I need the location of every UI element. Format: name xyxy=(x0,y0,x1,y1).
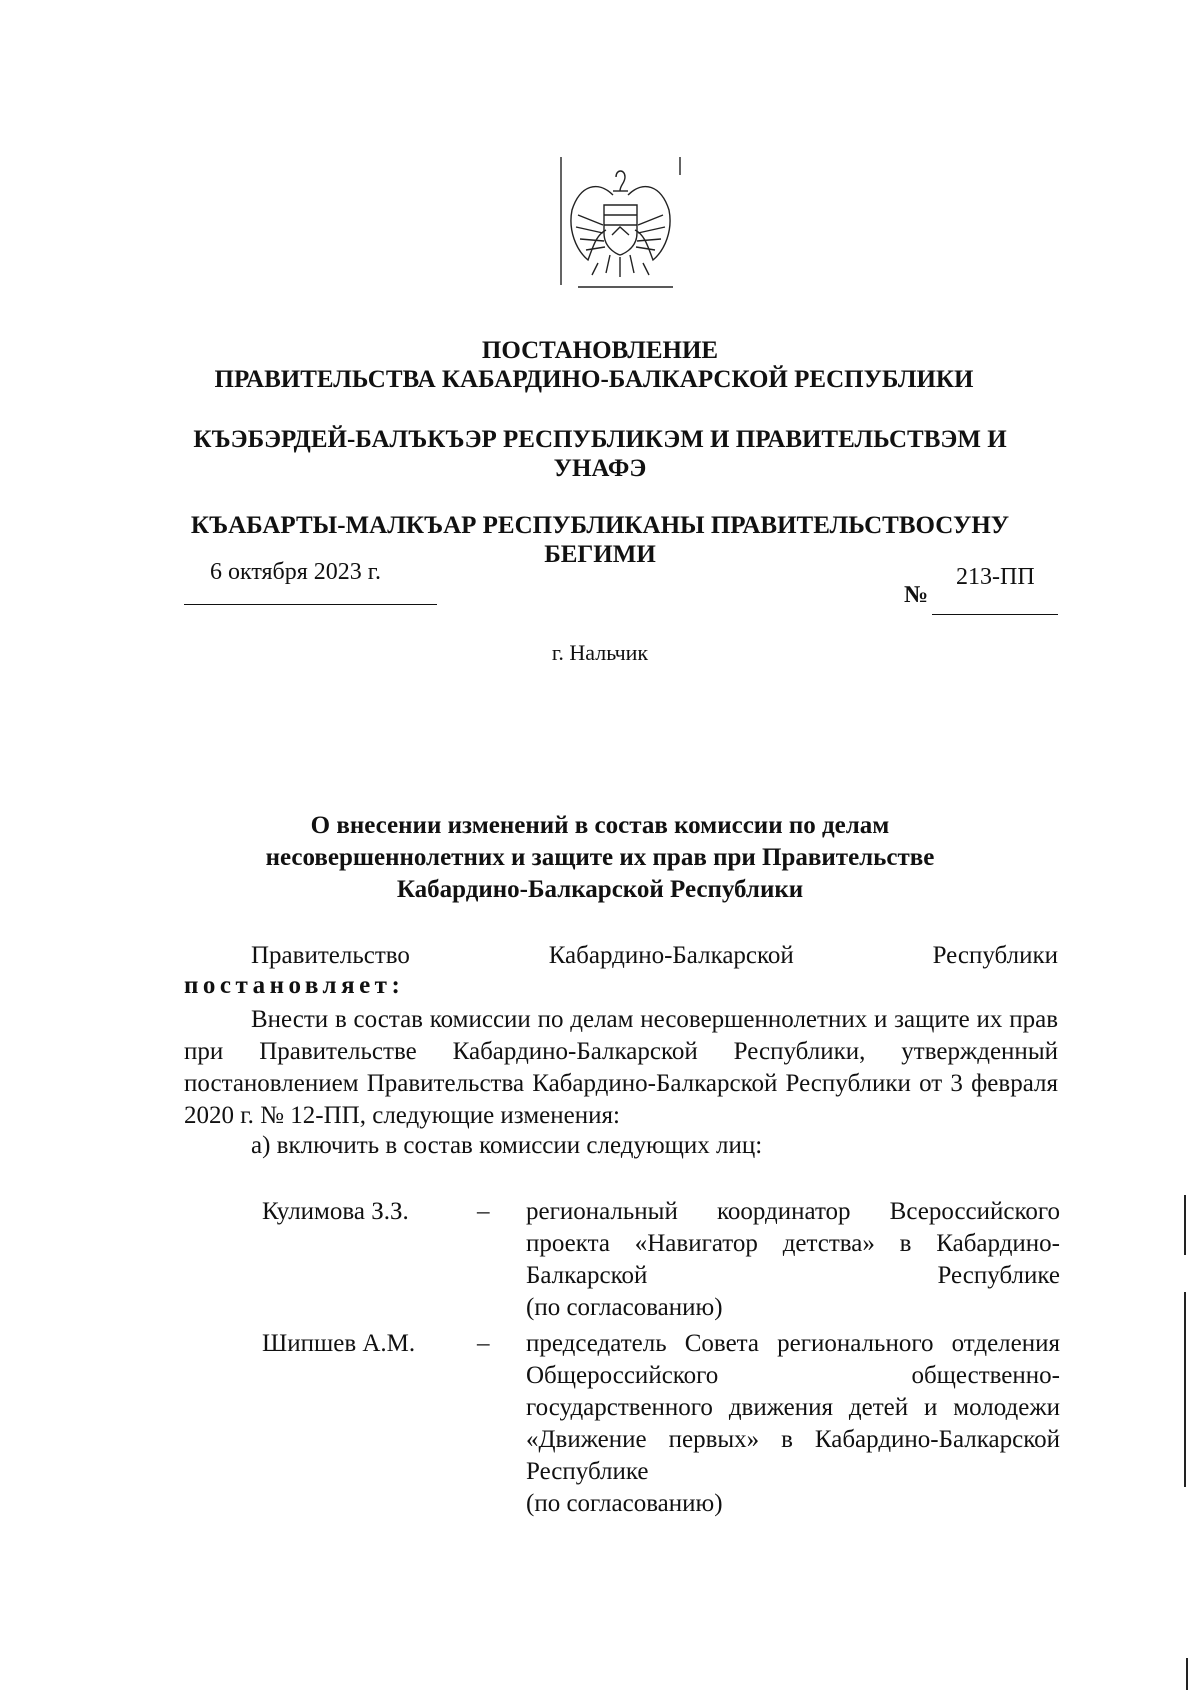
member-name: Кулимова З.З. xyxy=(262,1198,409,1225)
member-description xyxy=(526,1196,1060,1324)
document-title-line1: О внесении изменений в состав комиссии по делам xyxy=(310,812,890,839)
kabardian-title-line2: УНАФЭ xyxy=(553,455,647,482)
government-word: Правительство xyxy=(251,942,410,969)
balkar-title-line2: БЕГИМИ xyxy=(544,541,656,568)
document-type-block xyxy=(0,336,1200,394)
member-description-text: региональный координатор Всероссийского проекта «Навигатор детства» в Кабардино-Балкарской Республике xyxy=(526,1198,1060,1289)
city: г. Нальчик xyxy=(551,640,649,665)
document-title-line2: несовершеннолетних и защите их прав при Правительстве xyxy=(265,844,935,871)
document-number: 213-ПП xyxy=(956,564,1035,590)
date-underline xyxy=(184,604,437,605)
scan-margin-mark xyxy=(1184,1195,1186,1255)
government-line xyxy=(184,940,1058,972)
balkar-title-block xyxy=(0,511,1200,569)
member-description-text: председатель Совета регионального отделения Общероссийского общественно-государственного движения детей и молодежи «Движение первых» в Кабардино-Балкарской Республике xyxy=(526,1330,1060,1485)
main-paragraph: Внести в состав комиссии по делам несовершеннолетних и защите их прав при Правительстве Кабардино-Балкарской Республики, утвержденный постановлением Правительства Кабардино-Балкарской Республики от 3 февраля 2020 г. № 12-ПП, следующие изменения: xyxy=(184,1006,1058,1129)
scan-margin-mark xyxy=(1186,1658,1188,1690)
balkar-title-line1: КЪАБАРТЫ-МАЛКЪАР РЕСПУБЛИКАНЫ ПРАВИТЕЛЬСТВОСУНУ xyxy=(190,512,1010,539)
issuing-authority: ПРАВИТЕЛЬСТВА КАБАРДИНО-БАЛКАРСКОЙ РЕСПУБЛИКИ xyxy=(214,366,974,393)
member-description-note: (по согласованию) xyxy=(526,1294,723,1321)
item-a: а) включить в состав комиссии следующих лиц: xyxy=(251,1132,763,1159)
kabardian-title-line1: КЪЭБЭРДЕЙ-БАЛЪКЪЭР РЕСПУБЛИКЭМ И ПРАВИТЕЛЬСТВЭМ И xyxy=(193,426,1007,453)
document-title xyxy=(0,810,1200,906)
decree-word: постановляет: xyxy=(184,972,405,999)
member-dash: – xyxy=(477,1330,490,1357)
member-dash: – xyxy=(477,1198,490,1225)
member-description xyxy=(526,1328,1060,1520)
republic-word: Республики xyxy=(932,942,1058,969)
kabardian-title-block xyxy=(0,425,1200,483)
document-date: 6 октября 2023 г. xyxy=(210,559,381,585)
member-description-note: (по согласованию) xyxy=(526,1490,723,1517)
member-name: Шипшев А.М. xyxy=(262,1330,416,1357)
republic-name-word: Кабардино-Балкарской xyxy=(548,942,794,969)
document-title-line3: Кабардино-Балкарской Республики xyxy=(396,876,804,903)
document-type: ПОСТАНОВЛЕНИЕ xyxy=(481,337,719,364)
scan-margin-mark xyxy=(1184,1292,1186,1487)
number-underline xyxy=(932,614,1058,615)
number-label: № xyxy=(904,582,929,608)
coat-of-arms-emblem xyxy=(558,155,683,305)
